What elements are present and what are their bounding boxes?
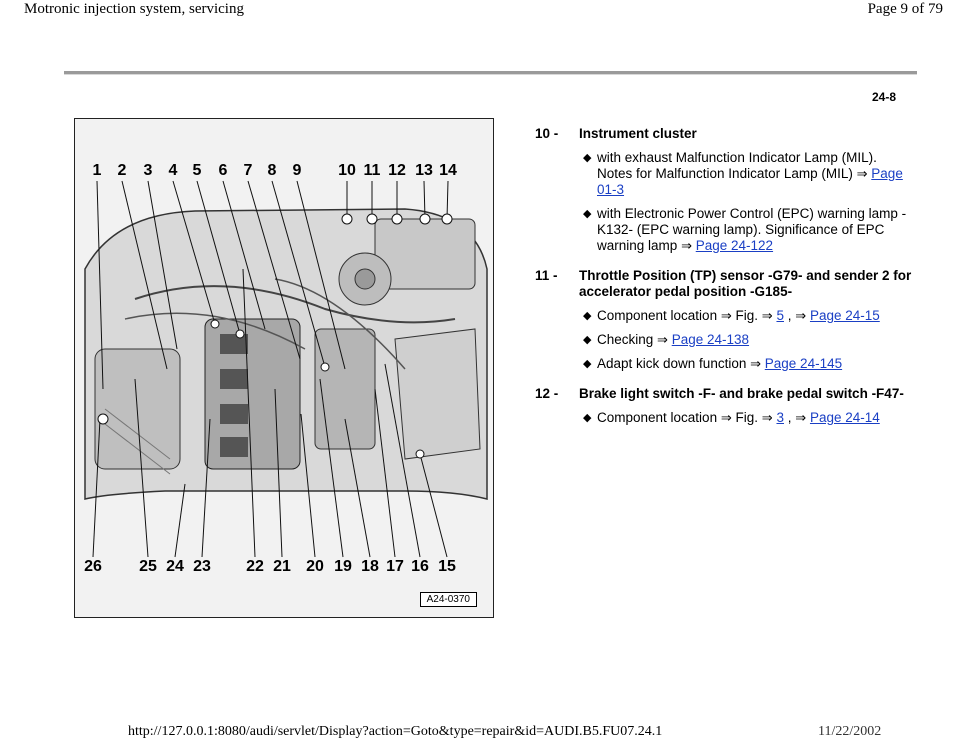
page-link[interactable]: Page 01-3 <box>597 166 903 197</box>
item-number: 10 - <box>535 126 559 141</box>
bullet-text: Checking <box>597 332 654 347</box>
page-link[interactable]: Page 24-138 <box>671 332 750 347</box>
diamond-bullet-icon: ◆ <box>583 358 592 370</box>
fig-text: Fig. <box>735 410 759 425</box>
legend-item-heading <box>535 126 915 142</box>
arrow-icon: ⇒ <box>657 332 668 347</box>
separator: , <box>787 410 792 425</box>
callout-number-17: 17 <box>386 558 404 575</box>
arrow-icon: ⇒ <box>761 308 773 323</box>
bullet-item <box>535 308 915 324</box>
callout-number-1: 1 <box>92 162 102 179</box>
page-link[interactable]: Page 24-14 <box>809 410 880 425</box>
callout-number-7: 7 <box>243 162 253 179</box>
engine-diagram <box>75 119 494 618</box>
callout-number-16: 16 <box>411 558 429 575</box>
document-title: Motronic injection system, servicing <box>24 1 244 17</box>
bullet-item <box>535 410 915 426</box>
bullet-item <box>535 332 915 348</box>
legend-item-heading <box>535 268 915 300</box>
legend-item-10 <box>535 126 915 254</box>
figure-link[interactable]: 5 <box>776 308 784 323</box>
page-link[interactable]: Page 24-122 <box>695 238 774 253</box>
callout-number-13: 13 <box>415 162 433 179</box>
arrow-icon: ⇒ <box>681 238 692 253</box>
arrow-icon: ⇒ <box>750 356 762 371</box>
callout-number-25: 25 <box>139 558 157 575</box>
engine-bay-figure <box>74 118 494 618</box>
fig-text: Fig. <box>735 308 759 323</box>
legend-content <box>535 126 915 426</box>
legend-item-11 <box>535 268 915 372</box>
bullet-text: with Electronic Power Control (EPC) warning lamp -K132- (EPC warning lamp). Significance of EPC warning lamp <box>597 206 907 253</box>
callout-number-23: 23 <box>193 558 211 575</box>
callout-number-20: 20 <box>306 558 324 575</box>
legend-item-heading <box>535 386 915 402</box>
bullet-item <box>535 150 915 198</box>
callout-number-11: 11 <box>363 162 381 179</box>
figure-code: A24-0370 <box>420 592 477 607</box>
arrow-icon: ⇒ <box>761 410 773 425</box>
arrow-icon: ⇒ <box>795 410 807 425</box>
callout-number-21: 21 <box>273 558 291 575</box>
callout-number-4: 4 <box>168 162 178 179</box>
page-link[interactable]: Page 24-145 <box>764 356 843 371</box>
callout-number-10: 10 <box>338 162 356 179</box>
bullet-text: Component location <box>597 308 718 323</box>
callout-number-26: 26 <box>84 558 102 575</box>
bullet-text: with exhaust Malfunction Indicator Lamp (MIL). Notes for Malfunction Indicator Lamp (MIL) <box>597 150 877 181</box>
arrow-icon: ⇒ <box>856 166 868 181</box>
item-title: Brake light switch -F- and brake pedal switch -F47- <box>579 386 904 401</box>
item-number: 11 - <box>535 268 558 283</box>
footer-url: http://127.0.0.1:8080/audi/servlet/Display?action=Goto&type=repair&id=AUDI.B5.FU07.24.1 <box>128 724 663 739</box>
bullet-item <box>535 356 915 372</box>
section-code: 24-8 <box>872 90 897 104</box>
separator: , <box>787 308 792 323</box>
callout-number-6: 6 <box>218 162 228 179</box>
item-title: Throttle Position (TP) sensor -G79- and sender 2 for accelerator pedal position -G185- <box>579 268 912 299</box>
callout-number-2: 2 <box>117 162 127 179</box>
page-indicator: Page 9 of 79 <box>867 1 943 17</box>
item-title: Instrument cluster <box>579 126 697 141</box>
callout-number-24: 24 <box>166 558 184 575</box>
callout-number-9: 9 <box>292 162 302 179</box>
bullet-item <box>535 206 915 254</box>
callout-number-5: 5 <box>192 162 202 179</box>
item-number: 12 - <box>535 386 559 401</box>
diamond-bullet-icon: ◆ <box>583 208 592 220</box>
diamond-bullet-icon: ◆ <box>583 334 592 346</box>
arrow-icon: ⇒ <box>795 308 807 323</box>
callout-number-12: 12 <box>388 162 406 179</box>
callout-number-3: 3 <box>143 162 153 179</box>
diamond-bullet-icon: ◆ <box>583 152 592 164</box>
header-rule <box>64 71 917 75</box>
arrow-icon: ⇒ <box>720 308 732 323</box>
callout-number-22: 22 <box>246 558 264 575</box>
callout-number-14: 14 <box>439 162 457 179</box>
legend-item-12 <box>535 386 915 426</box>
callout-number-15: 15 <box>438 558 456 575</box>
figure-link[interactable]: 3 <box>776 410 784 425</box>
page-link[interactable]: Page 24-15 <box>809 308 880 323</box>
bullet-text: Adapt kick down function <box>597 356 747 371</box>
bullet-text: Component location <box>597 410 718 425</box>
footer-date: 11/22/2002 <box>818 724 882 739</box>
diamond-bullet-icon: ◆ <box>583 310 592 322</box>
callout-number-19: 19 <box>334 558 352 575</box>
arrow-icon: ⇒ <box>720 410 732 425</box>
callout-number-18: 18 <box>361 558 379 575</box>
callout-number-8: 8 <box>267 162 277 179</box>
diamond-bullet-icon: ◆ <box>583 412 592 424</box>
